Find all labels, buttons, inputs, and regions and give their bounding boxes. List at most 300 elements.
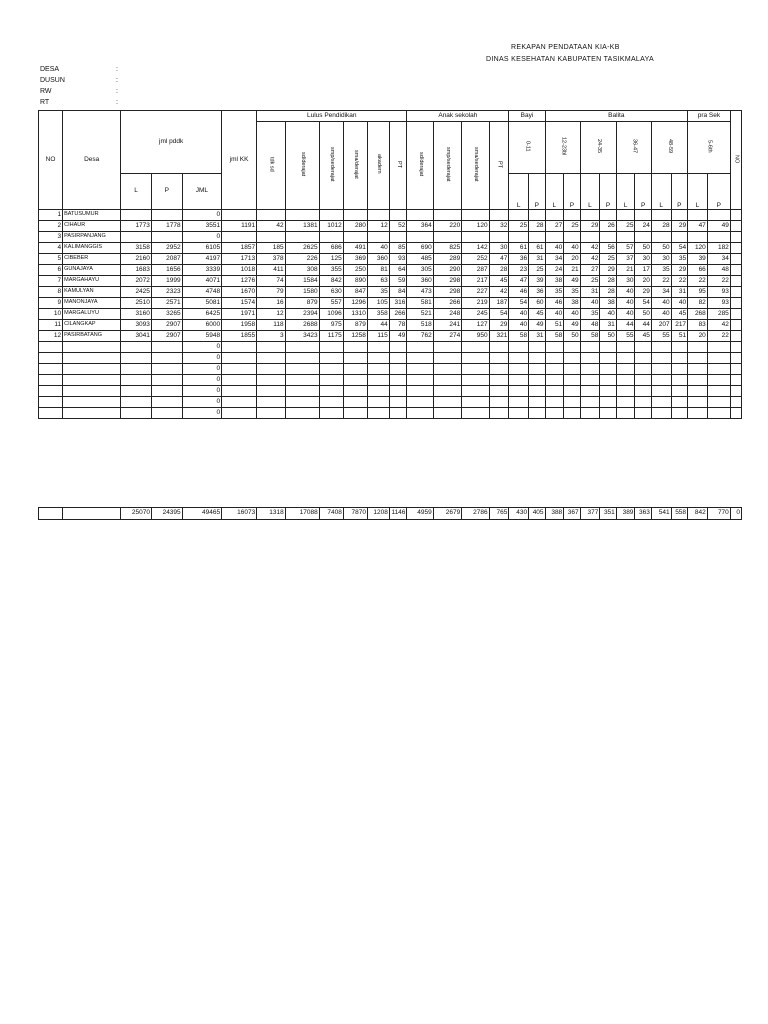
cell-value: 369 xyxy=(343,254,367,265)
cell-value xyxy=(509,210,529,221)
cell-value: 12 xyxy=(367,221,389,232)
cell-desa: CILANGKAP xyxy=(63,320,121,331)
cell-value: 847 xyxy=(343,287,367,298)
cell-value xyxy=(600,375,616,386)
cell-value: 975 xyxy=(319,320,343,331)
cell-value xyxy=(433,397,462,408)
col-balita-sub-2-label: 24-35 xyxy=(595,139,602,154)
cell-value: 46 xyxy=(509,287,529,298)
col-balita-sub-2 xyxy=(580,122,616,174)
cell-jml: 0 xyxy=(182,232,221,243)
cell-value xyxy=(285,397,319,408)
cell-value: 78 xyxy=(389,320,407,331)
total-kk: 16073 xyxy=(222,508,257,520)
cell-value: 266 xyxy=(389,309,407,320)
col-last-header xyxy=(730,111,741,210)
cell-value: 25 xyxy=(616,221,635,232)
cell-value xyxy=(285,408,319,419)
cell-no: 5 xyxy=(39,254,63,265)
cell-p xyxy=(151,210,182,221)
cell-value: 46 xyxy=(545,298,564,309)
col-balita-sub-3-label: 36-47 xyxy=(631,139,638,154)
cell-value: 28 xyxy=(529,221,545,232)
cell-value xyxy=(529,408,545,419)
cell-value xyxy=(707,210,730,221)
cell-value xyxy=(285,375,319,386)
cell-value xyxy=(529,210,545,221)
cell-value xyxy=(319,342,343,353)
cell-l xyxy=(121,364,152,375)
cell-value: 581 xyxy=(407,298,433,309)
cell-value xyxy=(407,364,433,375)
cell-value xyxy=(407,232,433,243)
cell-value: 120 xyxy=(462,221,489,232)
cell-p: 1778 xyxy=(151,221,182,232)
cell-value: 50 xyxy=(635,243,651,254)
cell-value xyxy=(433,375,462,386)
cell-value: 268 xyxy=(688,309,708,320)
col-anak-sub-2 xyxy=(433,122,462,210)
cell-desa xyxy=(63,364,121,375)
cell-value xyxy=(389,232,407,243)
cell-kk xyxy=(222,397,257,408)
cell-no: 12 xyxy=(39,331,63,342)
cell-no xyxy=(39,342,63,353)
cell-value xyxy=(600,408,616,419)
col-balita-sub-4 xyxy=(651,122,687,174)
cell-value: 29 xyxy=(635,287,651,298)
cell-value xyxy=(635,353,651,364)
cell-value: 142 xyxy=(462,243,489,254)
cell-value xyxy=(545,386,564,397)
cell-value: 2625 xyxy=(285,243,319,254)
cell-value xyxy=(389,353,407,364)
cell-value xyxy=(407,397,433,408)
cell-value: 321 xyxy=(489,331,509,342)
cell-value xyxy=(580,408,600,419)
col-jml-header: JML xyxy=(182,174,221,210)
cell-value xyxy=(407,210,433,221)
cell-l: 2072 xyxy=(121,276,152,287)
cell-last xyxy=(730,276,741,287)
cell-value: 316 xyxy=(389,298,407,309)
cell-value: 31 xyxy=(529,331,545,342)
meta-dusun-label: DUSUN xyxy=(40,77,65,84)
cell-p: 2571 xyxy=(151,298,182,309)
cell-value xyxy=(671,342,687,353)
cell-value: 51 xyxy=(545,320,564,331)
cell-value xyxy=(285,342,319,353)
cell-value: 226 xyxy=(285,254,319,265)
meta-rt-colon: : xyxy=(116,99,118,106)
cell-value: 47 xyxy=(509,276,529,287)
cell-value: 40 xyxy=(367,243,389,254)
cell-value: 308 xyxy=(285,265,319,276)
cell-value: 825 xyxy=(433,243,462,254)
cell-value xyxy=(616,397,635,408)
cell-value xyxy=(707,386,730,397)
cell-value xyxy=(509,353,529,364)
cell-value xyxy=(564,232,580,243)
total-p: 24395 xyxy=(151,508,182,520)
cell-value xyxy=(257,408,286,419)
cell-value xyxy=(257,210,286,221)
cell-value xyxy=(367,397,389,408)
cell-value xyxy=(509,375,529,386)
table-row xyxy=(39,243,742,254)
cell-value: 31 xyxy=(600,320,616,331)
cell-value xyxy=(462,364,489,375)
cell-value xyxy=(707,353,730,364)
total-value: 2786 xyxy=(462,508,489,520)
cell-value xyxy=(343,210,367,221)
cell-l xyxy=(121,386,152,397)
cell-value: 74 xyxy=(257,276,286,287)
cell-jml: 0 xyxy=(182,375,221,386)
table-row xyxy=(39,342,742,353)
cell-value xyxy=(489,353,509,364)
total-value: 7408 xyxy=(319,508,343,520)
cell-value: 63 xyxy=(367,276,389,287)
cell-value: 54 xyxy=(489,309,509,320)
cell-value xyxy=(707,342,730,353)
col-anak-sub-3-label: sma/sederajat xyxy=(473,146,480,182)
cell-value xyxy=(407,386,433,397)
cell-value: 25 xyxy=(600,254,616,265)
table-row xyxy=(39,353,742,364)
cell-desa xyxy=(63,342,121,353)
cell-jml: 0 xyxy=(182,342,221,353)
cell-value: 35 xyxy=(671,254,687,265)
cell-value xyxy=(635,342,651,353)
cell-jml: 3339 xyxy=(182,265,221,276)
cell-value xyxy=(407,353,433,364)
cell-value: 40 xyxy=(671,298,687,309)
cell-value: 24 xyxy=(545,265,564,276)
cell-value xyxy=(688,397,708,408)
cell-value: 411 xyxy=(257,265,286,276)
cell-desa: PASIRBATANG xyxy=(63,331,121,342)
cell-value: 473 xyxy=(407,287,433,298)
cell-value xyxy=(688,342,708,353)
cell-value xyxy=(545,210,564,221)
cell-jml: 0 xyxy=(182,210,221,221)
cell-value xyxy=(616,210,635,221)
cell-value xyxy=(616,353,635,364)
cell-value: 38 xyxy=(545,276,564,287)
total-value: 4959 xyxy=(407,508,433,520)
cell-value xyxy=(707,364,730,375)
cell-value: 85 xyxy=(389,243,407,254)
cell-value xyxy=(580,397,600,408)
cell-value xyxy=(343,342,367,353)
cell-value: 47 xyxy=(688,221,708,232)
cell-kk xyxy=(222,386,257,397)
cell-value xyxy=(688,364,708,375)
cell-value: 1258 xyxy=(343,331,367,342)
cell-value xyxy=(671,375,687,386)
total-value: 1208 xyxy=(367,508,389,520)
cell-value xyxy=(688,408,708,419)
cell-value: 227 xyxy=(462,287,489,298)
col-lulus-sub-2-label: sd/derajat xyxy=(299,152,306,177)
cell-value xyxy=(529,397,545,408)
cell-no xyxy=(39,397,63,408)
meta-desa-label: DESA xyxy=(40,66,60,73)
cell-value: 287 xyxy=(462,265,489,276)
cell-desa: PASIRPANJANG xyxy=(63,232,121,243)
cell-value xyxy=(529,375,545,386)
cell-value: 51 xyxy=(671,331,687,342)
cell-value: 31 xyxy=(529,254,545,265)
cell-desa: CIBEBER xyxy=(63,254,121,265)
cell-value: 20 xyxy=(635,276,651,287)
cell-value xyxy=(319,386,343,397)
col-balita-sub-3 xyxy=(616,122,651,174)
cell-value: 64 xyxy=(389,265,407,276)
col-lulus-sub-4 xyxy=(343,122,367,210)
cell-value xyxy=(389,408,407,419)
cell-value: 28 xyxy=(651,221,671,232)
col-anak-sub-4-label: PT xyxy=(496,160,503,168)
cell-value xyxy=(707,397,730,408)
cell-value xyxy=(509,232,529,243)
cell-value: 274 xyxy=(433,331,462,342)
cell-value: 38 xyxy=(564,298,580,309)
total-value: 17088 xyxy=(285,508,319,520)
cell-value: 182 xyxy=(707,243,730,254)
cell-l xyxy=(121,342,152,353)
cell-value: 25 xyxy=(529,265,545,276)
col-balita-sub-1-label: 12-23bl xyxy=(560,137,567,156)
cell-kk xyxy=(222,232,257,243)
cell-kk: 1574 xyxy=(222,298,257,309)
cell-value xyxy=(564,375,580,386)
cell-value xyxy=(407,408,433,419)
cell-value xyxy=(600,397,616,408)
cell-value xyxy=(688,353,708,364)
cell-last xyxy=(730,397,741,408)
cell-value xyxy=(367,408,389,419)
cell-no: 8 xyxy=(39,287,63,298)
cell-value: 842 xyxy=(319,276,343,287)
cell-value xyxy=(343,375,367,386)
cell-value: 35 xyxy=(564,287,580,298)
table-row xyxy=(39,210,742,221)
cell-value: 29 xyxy=(489,320,509,331)
cell-value xyxy=(671,353,687,364)
cell-value: 61 xyxy=(529,243,545,254)
col-lulus-header: Lulus Pendidikan xyxy=(257,111,407,122)
cell-value xyxy=(343,408,367,419)
cell-value xyxy=(489,364,509,375)
cell-value xyxy=(257,353,286,364)
cell-value xyxy=(489,386,509,397)
cell-value xyxy=(688,210,708,221)
cell-value xyxy=(635,408,651,419)
cell-value: 42 xyxy=(580,254,600,265)
cell-value: 27 xyxy=(580,265,600,276)
cell-value xyxy=(433,210,462,221)
cell-value: 355 xyxy=(319,265,343,276)
cell-jml: 6000 xyxy=(182,320,221,331)
table-row xyxy=(39,408,742,419)
cell-value: 187 xyxy=(489,298,509,309)
cell-value: 280 xyxy=(343,221,367,232)
cell-kk: 1857 xyxy=(222,243,257,254)
cell-no: 7 xyxy=(39,276,63,287)
cell-value xyxy=(707,375,730,386)
cell-value xyxy=(389,210,407,221)
col-balita1-l: L xyxy=(545,174,564,210)
cell-value: 56 xyxy=(600,243,616,254)
cell-jml: 0 xyxy=(182,353,221,364)
cell-value xyxy=(529,342,545,353)
cell-value: 48 xyxy=(580,320,600,331)
cell-no: 2 xyxy=(39,221,63,232)
cell-value: 245 xyxy=(462,309,489,320)
cell-value: 686 xyxy=(319,243,343,254)
cell-value: 47 xyxy=(489,254,509,265)
cell-value xyxy=(257,364,286,375)
cell-value xyxy=(616,408,635,419)
cell-value xyxy=(580,364,600,375)
cell-value: 250 xyxy=(343,265,367,276)
col-p-header: P xyxy=(151,174,182,210)
cell-value xyxy=(319,375,343,386)
col-anak-sub-2-label: smp/sederajat xyxy=(445,146,452,182)
col-balita4-p: P xyxy=(671,174,687,210)
cell-value xyxy=(489,408,509,419)
cell-p: 2323 xyxy=(151,287,182,298)
cell-value xyxy=(580,210,600,221)
cell-value xyxy=(635,232,651,243)
cell-value xyxy=(433,408,462,419)
cell-value: 2688 xyxy=(285,320,319,331)
cell-p xyxy=(151,342,182,353)
cell-value: 241 xyxy=(433,320,462,331)
col-jml-pddk-header: jml pddk xyxy=(121,111,222,174)
cell-p: 3265 xyxy=(151,309,182,320)
cell-value xyxy=(407,342,433,353)
cell-value xyxy=(509,364,529,375)
cell-value: 40 xyxy=(651,298,671,309)
cell-no: 6 xyxy=(39,265,63,276)
col-jml-kk-header: jml KK xyxy=(222,111,257,210)
cell-jml: 5081 xyxy=(182,298,221,309)
cell-value: 2394 xyxy=(285,309,319,320)
cell-value xyxy=(545,408,564,419)
col-prasek-p: P xyxy=(707,174,730,210)
cell-value xyxy=(671,210,687,221)
cell-jml: 4197 xyxy=(182,254,221,265)
cell-value: 266 xyxy=(433,298,462,309)
cell-value: 58 xyxy=(545,331,564,342)
cell-value: 252 xyxy=(462,254,489,265)
cell-value: 40 xyxy=(564,243,580,254)
cell-value xyxy=(529,386,545,397)
cell-value xyxy=(285,364,319,375)
cell-value: 630 xyxy=(319,287,343,298)
cell-value xyxy=(285,386,319,397)
table-row xyxy=(39,265,742,276)
cell-desa: GUNAJAYA xyxy=(63,265,121,276)
cell-value xyxy=(671,397,687,408)
cell-value: 220 xyxy=(433,221,462,232)
cell-p: 1656 xyxy=(151,265,182,276)
col-bayi-header: Bayi xyxy=(509,111,545,122)
cell-value xyxy=(389,375,407,386)
cell-value xyxy=(343,353,367,364)
cell-value xyxy=(462,408,489,419)
cell-value: 31 xyxy=(580,287,600,298)
cell-value: 34 xyxy=(651,287,671,298)
cell-value: 49 xyxy=(389,331,407,342)
cell-value xyxy=(257,342,286,353)
table-row xyxy=(39,276,742,287)
cell-value xyxy=(545,375,564,386)
cell-value: 40 xyxy=(545,309,564,320)
cell-value: 21 xyxy=(564,265,580,276)
cell-value: 81 xyxy=(367,265,389,276)
cell-value xyxy=(545,342,564,353)
meta-rt-label: RT xyxy=(40,99,50,106)
cell-l: 2510 xyxy=(121,298,152,309)
cell-value: 34 xyxy=(545,254,564,265)
cell-l: 2425 xyxy=(121,287,152,298)
cell-last xyxy=(730,265,741,276)
cell-value: 42 xyxy=(257,221,286,232)
cell-value: 40 xyxy=(509,309,529,320)
cell-desa: KAMULYAN xyxy=(63,287,121,298)
col-lulus-sub-6-label: PT xyxy=(395,160,402,168)
col-prasek-sub-label: 5-6th xyxy=(706,139,713,153)
cell-value xyxy=(367,375,389,386)
col-prasek-sub xyxy=(688,122,731,174)
cell-value: 35 xyxy=(545,287,564,298)
cell-value: 28 xyxy=(600,276,616,287)
cell-value xyxy=(671,232,687,243)
cell-desa: CIHAUR xyxy=(63,221,121,232)
cell-p: 2907 xyxy=(151,331,182,342)
total-value: 1146 xyxy=(389,508,407,520)
cell-l xyxy=(121,353,152,364)
cell-value xyxy=(489,232,509,243)
cell-value xyxy=(319,364,343,375)
col-lulus-sub-3-label: smp/sederajat xyxy=(328,146,335,182)
cell-value xyxy=(489,342,509,353)
cell-kk xyxy=(222,408,257,419)
cell-value xyxy=(600,232,616,243)
cell-value xyxy=(285,353,319,364)
cell-value: 22 xyxy=(688,276,708,287)
cell-value xyxy=(389,397,407,408)
cell-value xyxy=(651,386,671,397)
cell-jml: 0 xyxy=(182,364,221,375)
col-anak-sub-3 xyxy=(462,122,489,210)
cell-value: 54 xyxy=(671,243,687,254)
cell-value: 358 xyxy=(367,309,389,320)
cell-value xyxy=(616,232,635,243)
cell-kk: 1971 xyxy=(222,309,257,320)
total-value: 541 xyxy=(651,508,671,520)
cell-value xyxy=(462,386,489,397)
col-balita3-l: L xyxy=(616,174,635,210)
total-value: 765 xyxy=(489,508,509,520)
cell-value: 115 xyxy=(367,331,389,342)
cell-value xyxy=(529,232,545,243)
col-bayi-p: P xyxy=(529,174,545,210)
